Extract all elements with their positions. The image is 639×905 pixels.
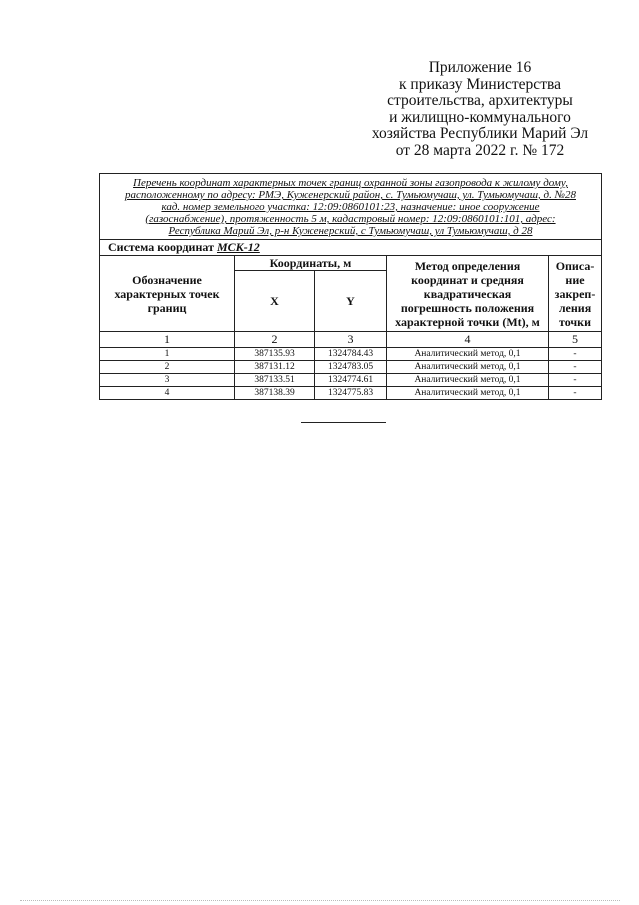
cell-method: Аналитический метод, 0,1 (387, 374, 549, 387)
cell-x: 387138.39 (235, 387, 315, 400)
table-title (100, 174, 602, 240)
header-x: X (235, 271, 315, 332)
header-line: Приложение 16 (428, 59, 532, 76)
header-coords: Координаты, м (235, 256, 387, 271)
header-desc: Описа-ние закреп-ления точки (549, 256, 602, 332)
column-number: 5 (549, 332, 602, 348)
cell-point: 1 (100, 348, 235, 361)
header-method: Метод определения координат и средняя квадратическая погрешность положения характерной точки (Mt), м (387, 256, 549, 332)
end-separator-line (301, 422, 386, 423)
cell-y: 1324774.61 (315, 374, 387, 387)
coordinates-table (99, 173, 602, 400)
header-line: строительства, архитектуры (387, 92, 573, 109)
coordinate-system (100, 240, 602, 256)
title-line: расположенному по адресу: РМЭ, Куженерский район, с. Тумьюмучаш, ул. Тумьюмучаш, д. №28 (125, 189, 576, 201)
column-number: 3 (315, 332, 387, 348)
column-number: 2 (235, 332, 315, 348)
table-row (100, 361, 602, 374)
cell-x: 387131.12 (235, 361, 315, 374)
title-line: (газоснабжение), протяженность 5 м, кадастровый номер: 12:09:0860101:101, адрес: (145, 213, 556, 225)
column-number: 4 (387, 332, 549, 348)
cell-method: Аналитический метод, 0,1 (387, 348, 549, 361)
cell-method: Аналитический метод, 0,1 (387, 361, 549, 374)
title-line: кад. номер земельного участка: 12:09:0860101:23, назначение: иное сооружение (161, 201, 540, 213)
header-point: Обозначение характерных точек границ (100, 256, 235, 332)
cell-y: 1324783.05 (315, 361, 387, 374)
table-row (100, 348, 602, 361)
cell-desc: - (549, 361, 602, 374)
cell-y: 1324784.43 (315, 348, 387, 361)
cell-point: 4 (100, 387, 235, 400)
coordinate-system-name: МСК-12 (216, 240, 260, 254)
cell-x: 387135.93 (235, 348, 315, 361)
cell-desc: - (549, 348, 602, 361)
header-line: хозяйства Республики Марий Эл (371, 125, 589, 142)
column-number: 1 (100, 332, 235, 348)
title-line: Республика Марий Эл, р-н Куженерский, с Тумьюмучаш, ул Тумьюмучаш, д 28 (168, 225, 533, 237)
header-line: и жилищно-коммунального (389, 108, 571, 126)
cell-point: 2 (100, 361, 235, 374)
header-line: к приказу Министерства (399, 75, 561, 93)
table-row (100, 374, 602, 387)
table-row (100, 387, 602, 400)
scan-edge-line (20, 900, 620, 901)
cell-y: 1324775.83 (315, 387, 387, 400)
cell-desc: - (549, 387, 602, 400)
cell-method: Аналитический метод, 0,1 (387, 387, 549, 400)
cell-desc: - (549, 374, 602, 387)
header-line: от 28 марта 2022 г. № 172 (395, 141, 565, 159)
coordinate-system-label: Система координат (108, 240, 214, 254)
title-line: Перечень координат характерных точек границ охранной зоны газопровода к жилому дому, (133, 177, 568, 189)
cell-x: 387133.51 (235, 374, 315, 387)
header-y: Y (315, 271, 387, 332)
cell-point: 3 (100, 374, 235, 387)
appendix-header (360, 60, 600, 159)
